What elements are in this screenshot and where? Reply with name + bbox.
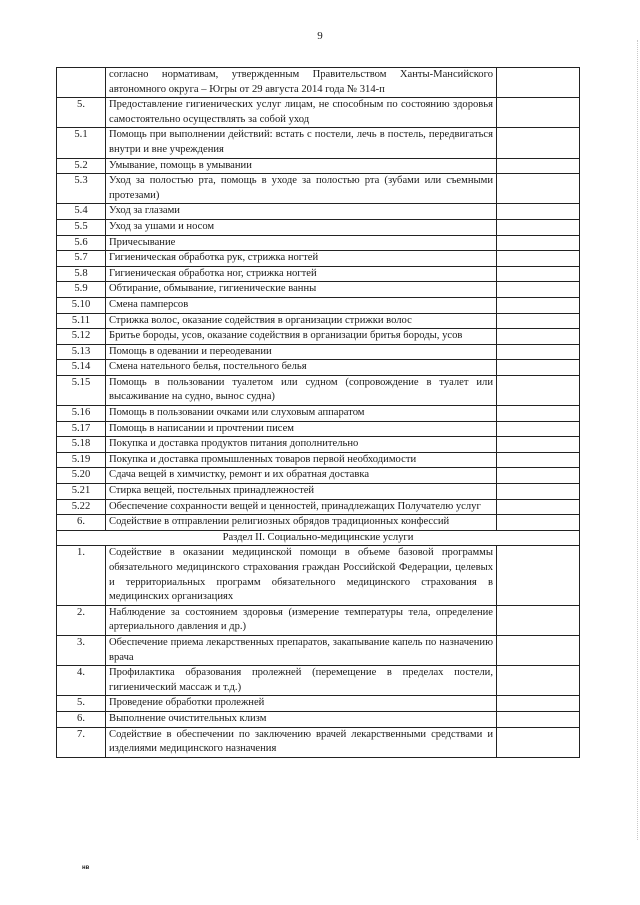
empty-cell — [497, 499, 580, 515]
scan-edge-marks — [635, 40, 638, 840]
footer-mark: нв — [82, 865, 90, 871]
table-row — [57, 344, 580, 360]
empty-cell — [497, 266, 580, 282]
section-title: Раздел II. Социально-медицинские услуги — [57, 530, 580, 546]
table-row — [57, 219, 580, 235]
item-number: 5.21 — [57, 484, 106, 500]
table-row — [57, 484, 580, 500]
service-description: Стрижка волос, оказание содействия в организации стрижки волос — [106, 313, 497, 329]
item-number: 5.10 — [57, 297, 106, 313]
item-number: 3. — [57, 635, 106, 665]
item-number: 5.20 — [57, 468, 106, 484]
item-number: 4. — [57, 666, 106, 696]
service-description: Содействие в обеспечении по заключению врачей лекарственными средствами и изделиями медицинского назначения — [106, 727, 497, 757]
empty-cell — [497, 375, 580, 405]
table-row — [57, 266, 580, 282]
table-row — [57, 235, 580, 251]
table-row — [57, 727, 580, 757]
item-number: 5.17 — [57, 421, 106, 437]
item-number: 5.9 — [57, 282, 106, 298]
empty-cell — [497, 406, 580, 422]
service-description: Помощь в пользовании туалетом или судном (сопровождение в туалет или высаживание на судно, вынос судна) — [106, 375, 497, 405]
item-number: 5.12 — [57, 329, 106, 345]
empty-cell — [497, 421, 580, 437]
empty-cell — [497, 452, 580, 468]
services-table — [56, 67, 580, 758]
table-row — [57, 421, 580, 437]
service-description: Содействие в отправлении религиозных обрядов традиционных конфессий — [106, 515, 497, 531]
table-row — [57, 635, 580, 665]
section-header-row — [57, 530, 580, 546]
service-description: Помощь в одевании и переодевании — [106, 344, 497, 360]
table-row — [57, 696, 580, 712]
empty-cell — [497, 297, 580, 313]
service-description: Помощь в написании и прочтении писем — [106, 421, 497, 437]
item-number: 6. — [57, 711, 106, 727]
service-description: Уход за глазами — [106, 204, 497, 220]
services-table-body — [57, 68, 580, 758]
item-number: 5.13 — [57, 344, 106, 360]
empty-cell — [497, 635, 580, 665]
service-description: Проведение обработки пролежней — [106, 696, 497, 712]
service-description: Помощь в пользовании очками или слуховым аппаратом — [106, 406, 497, 422]
table-row — [57, 468, 580, 484]
item-number: 7. — [57, 727, 106, 757]
empty-cell — [497, 696, 580, 712]
table-row — [57, 546, 580, 605]
table-row — [57, 360, 580, 376]
empty-cell — [497, 282, 580, 298]
service-description: Уход за ушами и носом — [106, 219, 497, 235]
table-row — [57, 499, 580, 515]
item-number: 5.22 — [57, 499, 106, 515]
table-row — [57, 282, 580, 298]
table-row — [57, 711, 580, 727]
service-description: Смена нательного белья, постельного белья — [106, 360, 497, 376]
service-description: Покупка и доставка промышленных товаров первой необходимости — [106, 452, 497, 468]
empty-cell — [497, 344, 580, 360]
service-description: Обтирание, обмывание, гигиенические ванны — [106, 282, 497, 298]
table-row — [57, 406, 580, 422]
item-number: 5.14 — [57, 360, 106, 376]
service-description: Помощь при выполнении действий: встать с постели, лечь в постель, передвигаться внутри и вне учреждения — [106, 128, 497, 158]
service-description: Покупка и доставка продуктов питания дополнительно — [106, 437, 497, 453]
service-description: Выполнение очистительных клизм — [106, 711, 497, 727]
empty-cell — [497, 711, 580, 727]
service-description: Причесывание — [106, 235, 497, 251]
empty-cell — [497, 204, 580, 220]
item-number: 2. — [57, 605, 106, 635]
item-number: 5.1 — [57, 128, 106, 158]
service-description: Сдача вещей в химчистку, ремонт и их обратная доставка — [106, 468, 497, 484]
empty-cell — [497, 68, 580, 98]
table-row — [57, 158, 580, 174]
service-description: Обеспечение приема лекарственных препаратов, закапывание капель по назначению врача — [106, 635, 497, 665]
table-row — [57, 297, 580, 313]
item-number: 5.8 — [57, 266, 106, 282]
empty-cell — [497, 219, 580, 235]
service-description: Наблюдение за состоянием здоровья (измерение температуры тела, определение артериального давления и др.) — [106, 605, 497, 635]
table-row — [57, 452, 580, 468]
table-row — [57, 437, 580, 453]
service-description: Бритье бороды, усов, оказание содействия в организации бритья бороды, усов — [106, 329, 497, 345]
item-number: 5. — [57, 98, 106, 128]
empty-cell — [497, 727, 580, 757]
item-number: 5.15 — [57, 375, 106, 405]
service-description: Обеспечение сохранности вещей и ценностей, принадлежащих Получателю услуг — [106, 499, 497, 515]
item-number: 5.7 — [57, 251, 106, 267]
empty-cell — [497, 605, 580, 635]
item-number: 5.3 — [57, 174, 106, 204]
empty-cell — [497, 158, 580, 174]
item-number: 6. — [57, 515, 106, 531]
empty-cell — [497, 251, 580, 267]
service-description: Гигиеническая обработка рук, стрижка ногтей — [106, 251, 497, 267]
item-number: 5.11 — [57, 313, 106, 329]
item-number: 5.16 — [57, 406, 106, 422]
item-number: 5.18 — [57, 437, 106, 453]
item-number: 5.5 — [57, 219, 106, 235]
table-row — [57, 128, 580, 158]
table-row — [57, 666, 580, 696]
service-description: Гигиеническая обработка ног, стрижка ногтей — [106, 266, 497, 282]
service-description: Профилактика образования пролежней (перемещение в пределах постели, гигиенический массаж и т.д.) — [106, 666, 497, 696]
service-description: Умывание, помощь в умывании — [106, 158, 497, 174]
item-number — [57, 68, 106, 98]
empty-cell — [497, 98, 580, 128]
empty-cell — [497, 329, 580, 345]
service-description: Стирка вещей, постельных принадлежностей — [106, 484, 497, 500]
service-description: согласно нормативам, утвержденным Правительством Ханты-Мансийского автономного округа – Югры от 29 августа 2014 года № 314-п — [106, 68, 497, 98]
item-number: 5.4 — [57, 204, 106, 220]
item-number: 5.2 — [57, 158, 106, 174]
table-row — [57, 375, 580, 405]
service-description: Предоставление гигиенических услуг лицам, не способным по состоянию здоровья самостоятельно осуществлять за собой уход — [106, 98, 497, 128]
empty-cell — [497, 666, 580, 696]
table-row — [57, 605, 580, 635]
table-row — [57, 68, 580, 98]
empty-cell — [497, 484, 580, 500]
service-description: Уход за полостью рта, помощь в уходе за полостью рта (зубами или съемными протезами) — [106, 174, 497, 204]
table-row — [57, 174, 580, 204]
empty-cell — [497, 174, 580, 204]
item-number: 5. — [57, 696, 106, 712]
empty-cell — [497, 360, 580, 376]
table-row — [57, 329, 580, 345]
empty-cell — [497, 313, 580, 329]
service-description: Содействие в оказании медицинской помощи в объеме базовой программы обязательного медицинского страхования граждан Российской Федерации, целевых и территориальных программ обязательного медицинского страхования в медицинских организациях — [106, 546, 497, 605]
empty-cell — [497, 515, 580, 531]
item-number: 5.19 — [57, 452, 106, 468]
table-row — [57, 313, 580, 329]
empty-cell — [497, 128, 580, 158]
service-description: Смена памперсов — [106, 297, 497, 313]
table-row — [57, 98, 580, 128]
item-number: 1. — [57, 546, 106, 605]
item-number: 5.6 — [57, 235, 106, 251]
table-row — [57, 251, 580, 267]
empty-cell — [497, 235, 580, 251]
empty-cell — [497, 546, 580, 605]
page-number: 9 — [317, 30, 323, 42]
empty-cell — [497, 468, 580, 484]
empty-cell — [497, 437, 580, 453]
table-row — [57, 204, 580, 220]
table-row — [57, 515, 580, 531]
